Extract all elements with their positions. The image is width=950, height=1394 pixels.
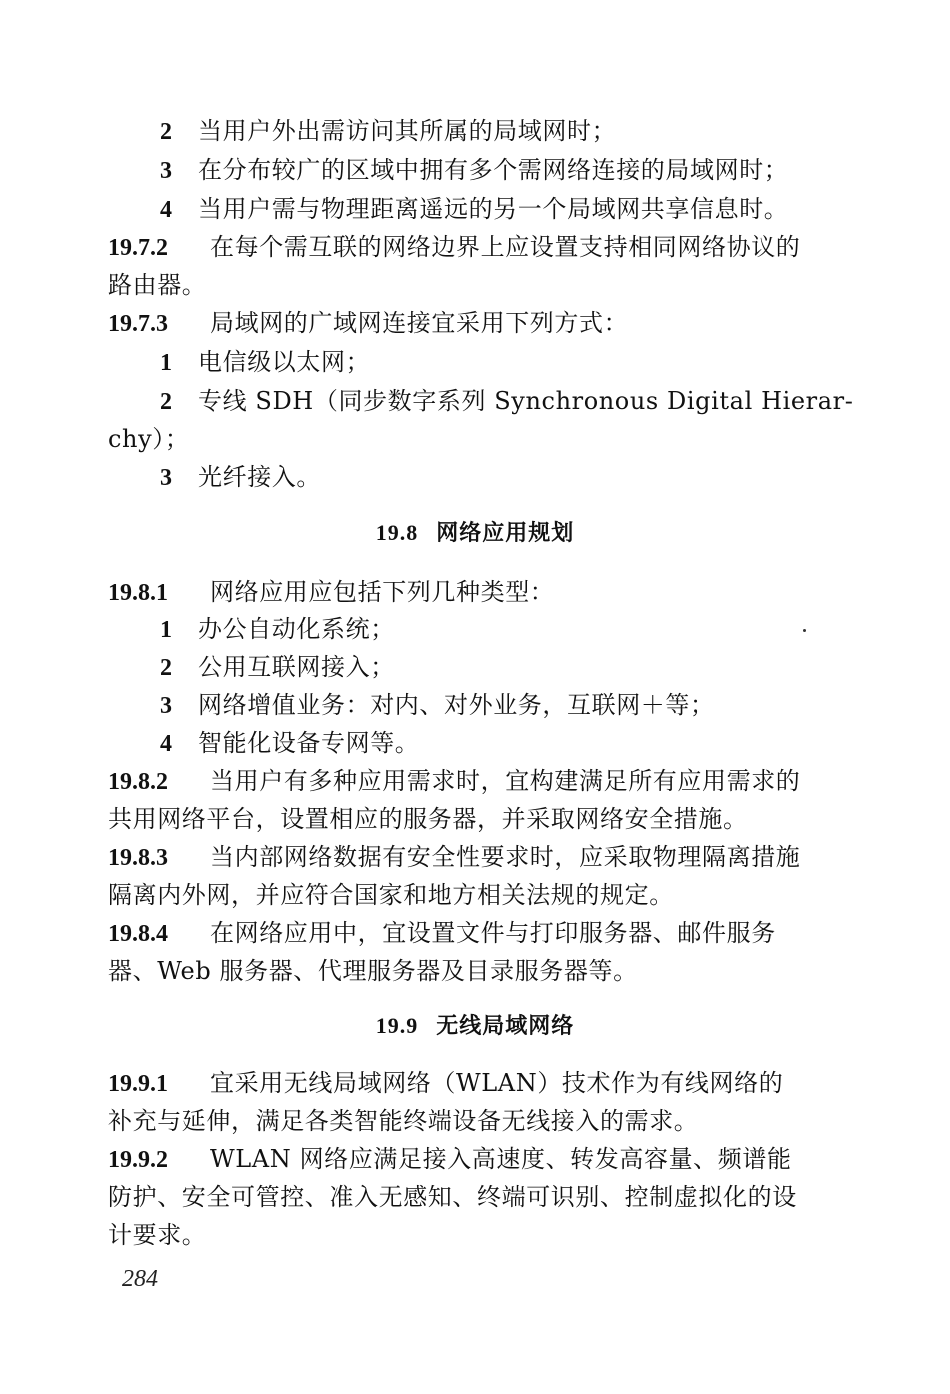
clause-text: 网络应用应包括下列几种类型： bbox=[210, 578, 555, 606]
clause-text: 在网络应用中，宜设置文件与打印服务器、邮件服务 bbox=[210, 919, 776, 947]
section-heading bbox=[0, 1008, 950, 1044]
list-item-number: 2 bbox=[160, 119, 172, 145]
clause-19-8-2 bbox=[108, 762, 820, 801]
list-item-text: 光纤接入。 bbox=[198, 463, 321, 491]
clause-19-9-1-cont bbox=[108, 1102, 820, 1140]
clause-text: WLAN 网络应满足接入高速度、转发高容量、频谱能 bbox=[210, 1145, 792, 1173]
clause-text: 当用户有多种应用需求时，宜构建满足所有应用需求的 bbox=[210, 767, 801, 795]
list-item-number: 3 bbox=[160, 158, 172, 184]
list-item bbox=[160, 610, 820, 649]
clause-number: 19.9.1 bbox=[108, 1071, 168, 1097]
list-item-text: 公用互联网接入； bbox=[198, 653, 395, 681]
clause-19-8-4-cont bbox=[108, 952, 820, 990]
clause-text: 在每个需互联的网络边界上应设置支持相同网络协议的 bbox=[210, 233, 801, 261]
list-item bbox=[160, 458, 820, 497]
list-item bbox=[160, 724, 820, 763]
clause-19-8-4 bbox=[108, 914, 820, 953]
list-item bbox=[160, 382, 854, 421]
list-item-text: 当用户外出需访问其所属的局域网时； bbox=[198, 117, 617, 145]
list-item bbox=[160, 686, 820, 725]
clause-19-8-3-cont bbox=[108, 876, 820, 914]
clause-number: 19.8.2 bbox=[108, 769, 168, 795]
clause-19-9-2-cont bbox=[108, 1178, 820, 1216]
list-item bbox=[160, 648, 820, 687]
clause-19-7-3 bbox=[108, 304, 820, 343]
clause-19-9-2 bbox=[108, 1140, 820, 1179]
clause-19-8-2-cont bbox=[108, 800, 820, 838]
clause-19-8-1 bbox=[108, 573, 820, 612]
list-item-number: 4 bbox=[160, 731, 172, 757]
list-item-number: 1 bbox=[160, 617, 172, 643]
list-item-text: 智能化设备专网等。 bbox=[198, 729, 420, 757]
list-item-text: 电信级以太网； bbox=[198, 348, 371, 376]
section-number: 19.9 bbox=[375, 1013, 419, 1038]
clause-text: 器、Web 服务器、代理服务器及目录服务器等。 bbox=[108, 957, 638, 985]
list-item bbox=[160, 190, 820, 229]
clause-text: 补充与延伸，满足各类智能终端设备无线接入的需求。 bbox=[108, 1107, 699, 1135]
section-number: 19.8 bbox=[375, 520, 419, 545]
clause-number: 19.8.4 bbox=[108, 921, 168, 947]
clause-number: 19.7.2 bbox=[108, 235, 168, 261]
list-item-number: 3 bbox=[160, 693, 172, 719]
clause-text: 隔离内外网，并应符合国家和地方相关法规的规定。 bbox=[108, 881, 674, 909]
clause-19-9-2-cont bbox=[108, 1216, 820, 1254]
clause-text: 共用网络平台，设置相应的服务器，并采取网络安全措施。 bbox=[108, 805, 748, 833]
clause-number: 19.9.2 bbox=[108, 1147, 168, 1173]
clause-text: 局域网的广域网连接宜采用下列方式： bbox=[210, 309, 629, 337]
list-item-number: 2 bbox=[160, 655, 172, 681]
list-item bbox=[160, 343, 820, 382]
clause-text: 计要求。 bbox=[108, 1221, 207, 1249]
clause-19-8-3 bbox=[108, 838, 820, 877]
clause-19-7-2 bbox=[108, 228, 820, 267]
section-title: 无线局域网络 bbox=[436, 1013, 575, 1039]
list-item-text: 办公自动化系统； bbox=[198, 615, 395, 643]
clause-19-7-2-cont bbox=[108, 266, 820, 304]
list-item-text: 专线 SDH（同步数字系列 Synchronous Digital Hierar- bbox=[198, 387, 854, 415]
section-heading bbox=[0, 515, 950, 551]
list-item bbox=[160, 112, 820, 151]
stray-mark bbox=[803, 629, 806, 632]
clause-19-9-1 bbox=[108, 1064, 820, 1103]
list-item-number: 1 bbox=[160, 350, 172, 376]
list-item-text: 在分布较广的区域中拥有多个需网络连接的局域网时； bbox=[198, 156, 789, 184]
list-item-text: 网络增值业务：对内、对外业务，互联网＋等； bbox=[198, 691, 715, 719]
clause-number: 19.8.1 bbox=[108, 580, 168, 606]
clause-number: 19.8.3 bbox=[108, 845, 168, 871]
list-item-cont bbox=[108, 420, 820, 458]
list-item-text: chy）； bbox=[108, 425, 190, 453]
clause-text: 宜采用无线局域网络（WLAN）技术作为有线网络的 bbox=[210, 1069, 784, 1097]
list-item-number: 4 bbox=[160, 197, 172, 223]
page-number: 284 bbox=[122, 1266, 158, 1292]
list-item-number: 3 bbox=[160, 465, 172, 491]
clause-number: 19.7.3 bbox=[108, 311, 168, 337]
list-item bbox=[160, 151, 820, 190]
list-item-text: 当用户需与物理距离遥远的另一个局域网共享信息时。 bbox=[198, 195, 789, 223]
clause-text: 防护、安全可管控、准入无感知、终端可识别、控制虚拟化的设 bbox=[108, 1183, 797, 1211]
list-item-number: 2 bbox=[160, 389, 172, 415]
clause-text: 当内部网络数据有安全性要求时，应采取物理隔离措施 bbox=[210, 843, 801, 871]
clause-text: 路由器。 bbox=[108, 271, 207, 299]
section-title: 网络应用规划 bbox=[436, 520, 575, 546]
